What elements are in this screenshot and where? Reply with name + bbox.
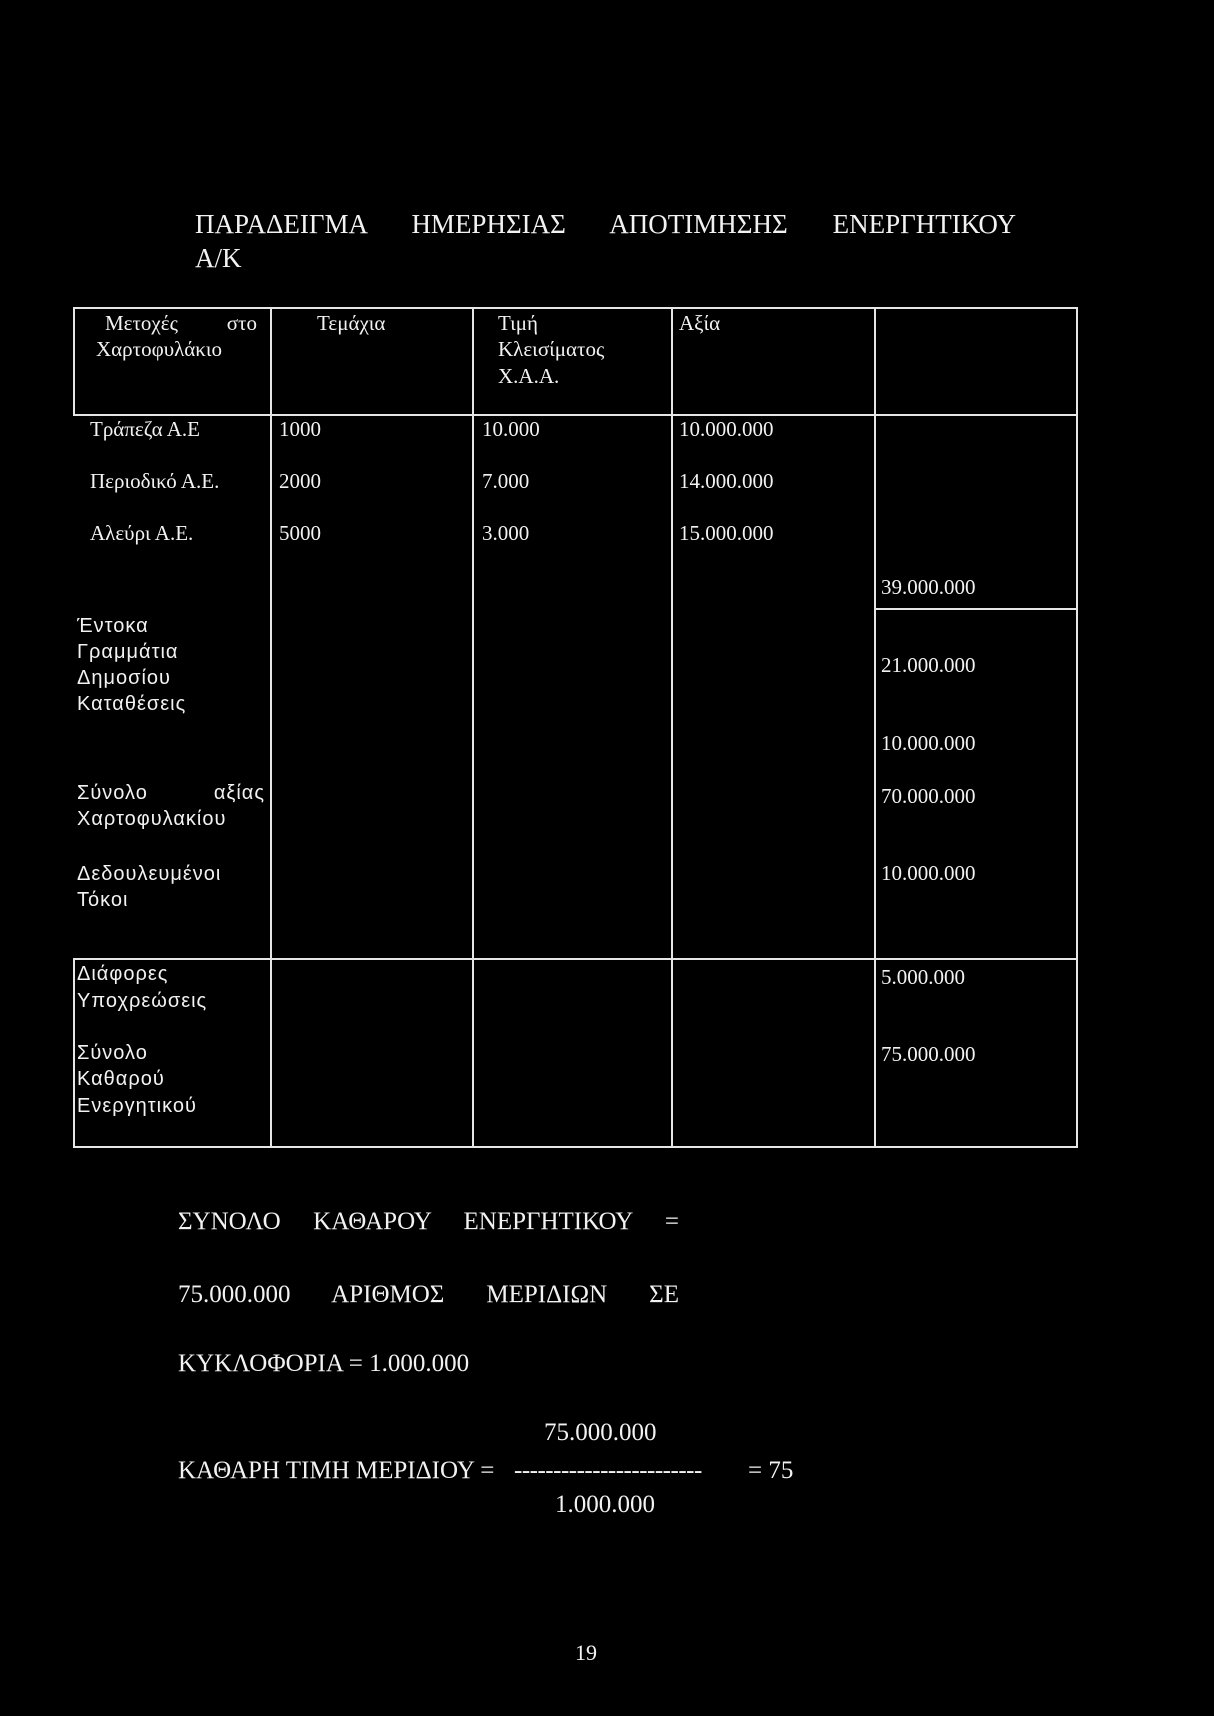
header-holdings-line-1: Μετοχές στο: [105, 311, 257, 335]
net-assets-label-2: Καθαρού: [77, 1068, 165, 1090]
liabilities-label-2: Υποχρεώσεις: [77, 990, 208, 1012]
stock-units: 5000: [279, 521, 321, 545]
stock-value: 15.000.000: [679, 521, 774, 545]
calc-line-1: ΣΥΝΟΛΟ ΚΑΘΑΡΟΥ ΕΝΕΡΓΗΤΙΚΟΥ =: [178, 1208, 679, 1235]
portfolio-total-label-1: Σύνολο αξίας: [77, 782, 265, 804]
treasury-bills-label-1: Έντοκα: [77, 615, 149, 637]
calc-line-2: 75.000.000 ΑΡΙΘΜΟΣ ΜΕΡΙΔΙΩΝ ΣΕ: [178, 1281, 679, 1308]
treasury-bills-label-2: Γραμμάτια: [77, 641, 179, 663]
total-column-rule: [875, 608, 1078, 610]
title-line-2: Α/Κ: [195, 243, 242, 273]
column-divider-2: [472, 307, 474, 1148]
portfolio-table: [73, 307, 1078, 1148]
nav-result: = 75: [748, 1457, 794, 1484]
stock-price: 3.000: [482, 521, 530, 545]
net-assets-value: 75.000.000: [881, 1042, 976, 1066]
header-value: Αξία: [679, 311, 721, 335]
header-price-line-2: Κλεισίματος: [498, 337, 605, 361]
table-right-border: [1076, 307, 1078, 1148]
fraction-bar: ------------------------: [514, 1457, 702, 1484]
liabilities-section-rule: [73, 958, 1078, 960]
header-price-line-1: Τιμή: [498, 311, 538, 335]
header-units: Τεμάχια: [317, 311, 386, 335]
table-left-border-bottom: [73, 958, 75, 1148]
stock-units: 2000: [279, 469, 321, 493]
header-price-line-3: Χ.Α.Α.: [498, 364, 560, 388]
stock-value: 14.000.000: [679, 469, 774, 493]
portfolio-total-value: 70.000.000: [881, 784, 976, 808]
net-assets-label-1: Σύνολο: [77, 1042, 148, 1064]
column-divider-3: [671, 307, 673, 1148]
stock-price: 10.000: [482, 417, 540, 441]
nav-label: ΚΑΘΑΡΗ ΤΙΜΗ ΜΕΡΙΔΙΟΥ =: [178, 1457, 495, 1484]
fraction-denominator: 1.000.000: [555, 1491, 655, 1518]
stocks-total-value: 39.000.000: [881, 575, 976, 599]
accrued-interest-label-1: Δεδουλευμένοι: [77, 863, 222, 885]
column-divider-4: [874, 307, 876, 1148]
stock-units: 1000: [279, 417, 321, 441]
stock-value: 10.000.000: [679, 417, 774, 441]
accrued-interest-value: 10.000.000: [881, 861, 976, 885]
stock-name: Περιοδικό Α.Ε.: [90, 469, 220, 493]
stock-name: Αλεύρι Α.Ε.: [90, 521, 194, 545]
portfolio-total-label-2: Χαρτοφυλακίου: [77, 808, 227, 830]
deposits-value: 10.000.000: [881, 731, 976, 755]
calc-line-3: ΚΥΚΛΟΦΟΡΙΑ = 1.000.000: [178, 1350, 470, 1377]
fraction-numerator: 75.000.000: [544, 1419, 657, 1446]
liabilities-label-1: Διάφορες: [77, 963, 169, 985]
deposits-label: Καταθέσεις: [77, 693, 187, 715]
table-top-border: [73, 307, 1078, 309]
accrued-interest-label-2: Τόκοι: [77, 889, 129, 911]
header-bottom-rule: [73, 414, 1078, 416]
page-number: 19: [575, 1640, 597, 1665]
net-assets-label-3: Ενεργητικού: [77, 1095, 197, 1117]
treasury-bills-value: 21.000.000: [881, 653, 976, 677]
header-holdings-line-2: Χαρτοφυλάκιο: [96, 337, 223, 361]
table-left-border-top: [73, 307, 75, 416]
table-bottom-border: [73, 1146, 1078, 1148]
liabilities-value: 5.000.000: [881, 965, 965, 989]
treasury-bills-label-3: Δημοσίου: [77, 667, 171, 689]
stock-name: Τράπεζα Α.Ε: [90, 417, 201, 441]
title-line-1: ΠΑΡΑΔΕΙΓΜΑ ΗΜΕΡΗΣΙΑΣ ΑΠΟΤΙΜΗΣΗΣ ΕΝΕΡΓΗΤΙΚΟΥ: [195, 209, 1016, 239]
column-divider-1: [270, 307, 272, 1148]
stock-price: 7.000: [482, 469, 530, 493]
